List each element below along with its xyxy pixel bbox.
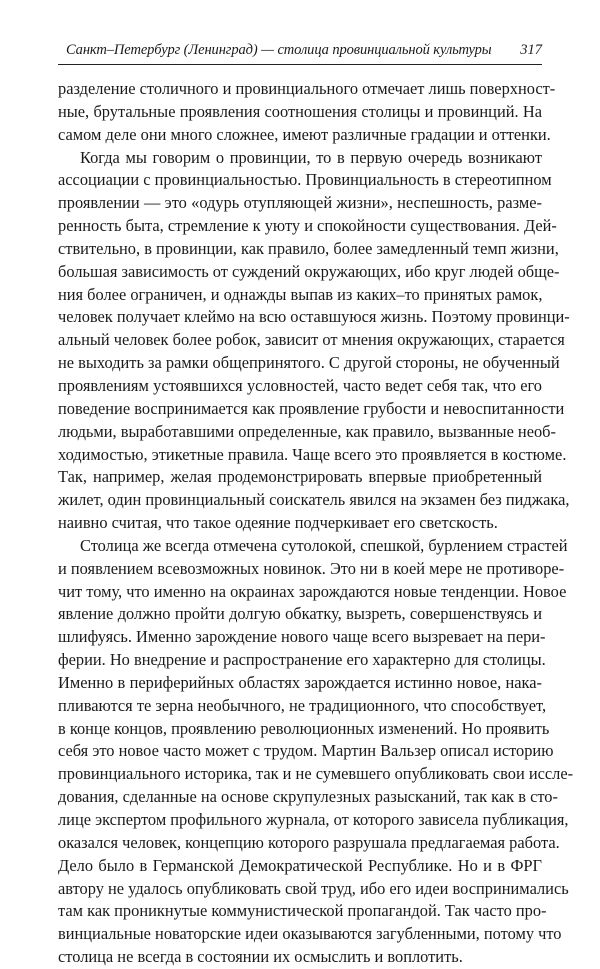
text-line: ния более ограничен, и однажды выпав из каких–то принятых рамок, bbox=[58, 284, 543, 304]
text-line: ферии. Но внедрение и распространение его характерно для столицы. bbox=[58, 650, 546, 670]
text-line: проявлении — это «одурь отупляющей жизни», неспешность, разме- bbox=[58, 193, 542, 213]
text-line: столица не всегда в состоянии их осмыслить и воплотить. bbox=[58, 947, 463, 967]
text-line: шлифуясь. Именно зарождение нового чаще всего вызревает на пери- bbox=[58, 627, 546, 647]
text-line: лице экспертом профильного журнала, от которого зависела публикация, bbox=[58, 810, 569, 829]
text-line: ассоциации с провинциальностью. Провинциальность в стереотипном bbox=[58, 170, 552, 190]
text-line: себя это новое часто может с трудом. Мартин Вальзер описал историю bbox=[58, 741, 554, 761]
text-line: не выходить за рамки общепринятого. С другой стороны, не обученный bbox=[58, 353, 560, 373]
text-line: явление должно пройти долгую обкатку, вызреть, совершенствуясь и bbox=[58, 604, 542, 624]
text-line: дования, сделанные на основе скрупулезных разысканий, так как в сто- bbox=[58, 787, 558, 807]
text-line: ренность быта, стремление к уюту и спокойности существования. Дей- bbox=[58, 216, 557, 236]
text-line: большая зависимость от суждений окружающих, ибо круг людей обще- bbox=[58, 261, 560, 281]
text-line: Столица же всегда отмечена сутолокой, спешкой, бурлением страстей bbox=[80, 535, 568, 555]
text-line: ходимостью, этикетные правила. Чаще всего это проявляется в костюме. bbox=[58, 444, 567, 464]
text-line: Именно в периферийных областях зарождается истинно новое, нака- bbox=[58, 672, 542, 692]
text-line: чит тому, что именно на окраинах зарождаются новые тенденции. Новое bbox=[58, 581, 567, 601]
page-number: 317 bbox=[520, 42, 542, 58]
text-line: провинциального историка, так и не сумевшего опубликовать свои иссле- bbox=[58, 764, 574, 784]
body-text bbox=[58, 78, 574, 969]
text-line: там как проникнутые коммунистической пропагандой. Так часто про- bbox=[58, 901, 547, 921]
paragraph bbox=[58, 535, 574, 969]
text-line: Когда мы говорим о провинции, то в первую очередь возникают bbox=[80, 147, 542, 167]
text-line: разделение столичного и провинциального отмечает лишь поверхност- bbox=[58, 79, 556, 98]
text-line: альный человек более робок, зависит от мнения окружающих, старается bbox=[58, 330, 565, 350]
paragraph bbox=[58, 78, 556, 147]
text-line: самом деле они много сложнее, имеют различные градации и оттенки. bbox=[58, 124, 551, 144]
text-line: автору не удалось опубликовать свой труд, ибо его идеи воспринимались bbox=[58, 878, 569, 898]
text-line: наивно считая, что такое одеяние подчеркивает его светскость. bbox=[58, 513, 498, 533]
text-line: винциальные новаторские идеи оказываются загубленными, потому что bbox=[58, 924, 562, 944]
text-line: ные, брутальные проявления соотношения столицы и провинций. На bbox=[58, 101, 542, 121]
paragraph bbox=[58, 147, 570, 535]
text-line: человек получает клеймо на всю оставшуюся жизнь. Поэтому провинци- bbox=[58, 307, 570, 327]
text-line: и появлением всевозможных новинок. Это ни в коей мере не противоре- bbox=[58, 558, 565, 578]
text-line: людьми, выработавшими определенные, как правило, вызванные необ- bbox=[58, 421, 556, 441]
text-line: поведение воспринимается как проявление грубости и невоспитанности bbox=[58, 398, 565, 418]
text-line: жилет, один провинциальный соискатель явился на экзамен без пиджака, bbox=[58, 490, 570, 510]
text-line: Дело было в Германской Демократической Республике. Но и в ФРГ bbox=[58, 855, 542, 875]
text-line: пливаются те зерна необычного, не традиционного, что способствует, bbox=[58, 695, 547, 715]
text-line: проявлениям устоявшихся условностей, часто ведет себя так, что его bbox=[58, 375, 542, 395]
running-title: Санкт–Петербург (Ленинград) — столица провинциальной культуры bbox=[66, 42, 492, 58]
text-line: в конце концов, проявлению революционных изменений. Но проявить bbox=[58, 718, 550, 738]
text-line: Так, например, желая продемонстрировать впервые приобретенный bbox=[58, 467, 542, 487]
running-header bbox=[58, 38, 542, 65]
text-line: оказался человек, концепцию которого разрушала предлагаемая работа. bbox=[58, 832, 560, 852]
text-line: ствительно, в провинции, как правило, более замедленный темп жизни, bbox=[58, 238, 559, 258]
